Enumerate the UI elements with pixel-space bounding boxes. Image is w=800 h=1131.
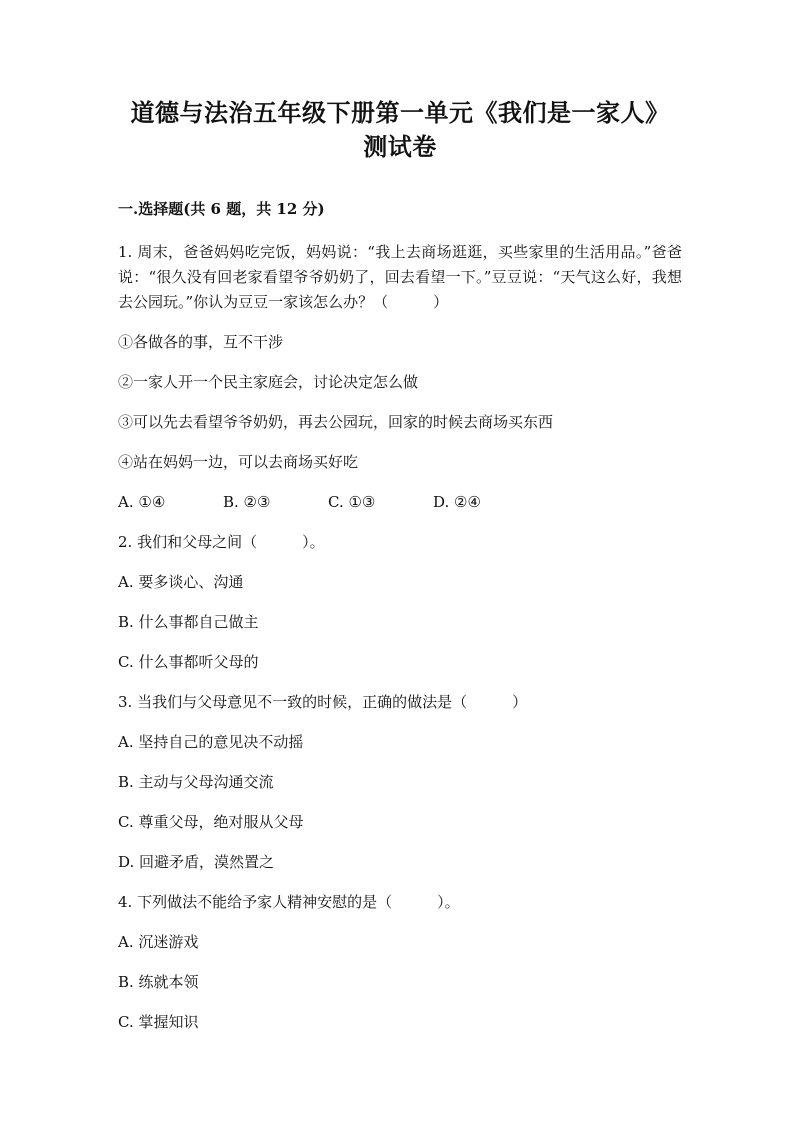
answer-option: C. 尊重父母，绝对服从父母	[118, 813, 304, 831]
question-3	[118, 690, 682, 875]
statement-item: ④站在妈妈一边，可以去商场买好吃	[118, 453, 359, 471]
answer-option: C. 掌握知识	[118, 1013, 199, 1031]
section-heading-multiple-choice: 一.选择题(共 6 题，共 12 分)	[118, 200, 325, 218]
question-stem: 3. 当我们与父母意见不一致的时候，正确的做法是（ ）	[118, 693, 528, 711]
answer-choices	[118, 490, 682, 515]
answer-choice-a: A. ①④	[118, 493, 166, 511]
answer-option: A. 沉迷游戏	[118, 933, 199, 951]
answer-option: B. 练就本领	[118, 973, 199, 991]
answer-choice-d: D. ②④	[433, 493, 481, 511]
exam-title	[118, 0, 682, 164]
question-4	[118, 890, 682, 1035]
statement-item: ①各做各的事，互不干涉	[118, 333, 284, 351]
answer-option: C. 什么事都听父母的	[118, 653, 259, 671]
question-stem: 1. 周末，爸爸妈妈吃完饭，妈妈说：“我上去商场逛逛，买些家里的生活用品。”爸爸说：“很久没有回老家看望爷爷奶奶了，回去看望一下。”豆豆说：“天气这么好，我想去公园玩。”你认为豆豆一家该怎么办？（ ）	[118, 243, 682, 311]
question-stem: 2. 我们和父母之间（ ）。	[118, 533, 325, 551]
exam-title-line-1: 道德与法治五年级下册第一单元《我们是一家人》	[130, 98, 670, 127]
answer-option: A. 要多谈心、沟通	[118, 573, 244, 591]
answer-option: D. 回避矛盾，漠然置之	[118, 853, 275, 871]
answer-choice-c: C. ①③	[328, 493, 376, 511]
answer-choice-b: B. ②③	[223, 493, 271, 511]
question-stem: 4. 下列做法不能给予家人精神安慰的是（ ）。	[118, 893, 460, 911]
answer-option: A. 坚持自己的意见决不动摇	[118, 733, 304, 751]
answer-option: B. 主动与父母沟通交流	[118, 773, 274, 791]
question-2	[118, 530, 682, 675]
statement-item: ③可以先去看望爷爷奶奶，再去公园玩，回家的时候去商场买东西	[118, 413, 554, 431]
question-1	[118, 240, 682, 515]
statement-item: ②一家人开一个民主家庭会，讨论决定怎么做	[118, 373, 419, 391]
exam-title-line-2: 测试卷	[363, 132, 437, 161]
answer-option: B. 什么事都自己做主	[118, 613, 259, 631]
